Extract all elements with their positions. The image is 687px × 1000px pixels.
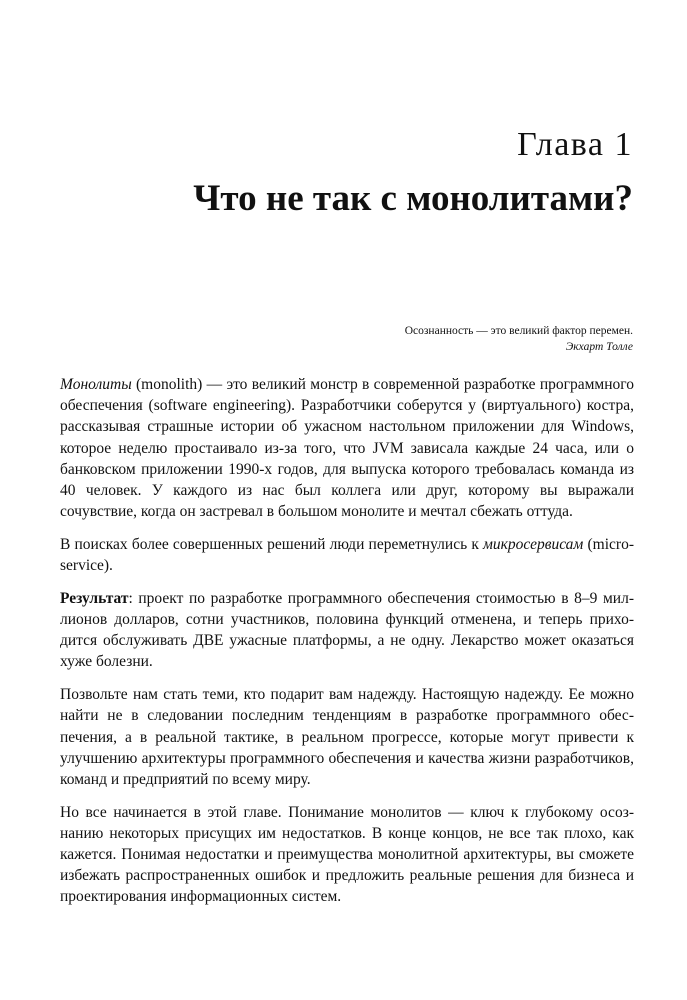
paragraph-4: Позвольте нам стать теми, кто подарит вам надежду. Настоящую надежду. Ее можно найти не в следовании последним тенденциям в разработке программного обеспечения, а в реальной тактике, в реальном прогрессе, которые могут привести к улучшению архитектуры программного обеспечения и качества жизни разработчиков, команд и предприятий по всему миру.	[60, 686, 634, 788]
chapter-body	[60, 374, 634, 919]
chapter-title: Что не так с монолитами?	[193, 178, 633, 219]
paragraph-1-text: (monolith) — это великий монстр в современной разработке программного обеспечения (software engineering). Разработчики соберутся у (виртуального) костра, рассказывая страшные истории об ужасном настольном приложении для Windows, которое неделю простаивало из-за того, что JVM зависала каждые 24 часа, или о банковском приложении 1990-х годов, для выпуска которого требовалась команда из 40 человек. У каждого из нас был коллега или друг, которому вы выражали сочувствие, когда он застревал в большом монолите и мечтал сбежать оттуда.	[60, 376, 634, 521]
paragraph-5: Но все начинается в этой главе. Понимание монолитов — ключ к глубокому осознанию некоторых присущих им недостатков. В конце концов, не все так плохо, как кажется. Понимая недостатки и преимущества монолитной архитектуры, вы сможете избежать распространенных ошибок и предложить реальные решения для бизнеса и проектирования информационных систем.	[60, 803, 634, 906]
chapter-label: Глава 1	[517, 126, 633, 163]
epigraph-author: Экхарт Толле	[565, 341, 633, 353]
paragraph-3	[60, 588, 634, 673]
paragraph-2-text-after: (microservice).	[60, 535, 634, 575]
paragraph-3-strong: Результат	[60, 589, 129, 607]
paragraph-3-text: : проект по разработке программного обеспечения стоимостью в 8–9 миллионов долларов, сотни участников, половина функций отменена, и теперь приходится обслуживать ДВЕ ужасные платформы, а не одну. Лекарство может оказаться хуже болезни.	[60, 589, 634, 671]
paragraph-2-text-before: В поисках более совершенных решений люди переметнулись к	[60, 535, 484, 553]
paragraph-1-emphasis: Монолиты	[60, 376, 132, 393]
paragraph-1	[60, 374, 634, 522]
paragraph-2	[60, 534, 634, 576]
paragraph-2-emphasis: микросервисам	[483, 535, 584, 553]
epigraph-quote: Осознанность — это великий фактор перемен.	[404, 325, 633, 337]
epigraph	[405, 323, 633, 355]
